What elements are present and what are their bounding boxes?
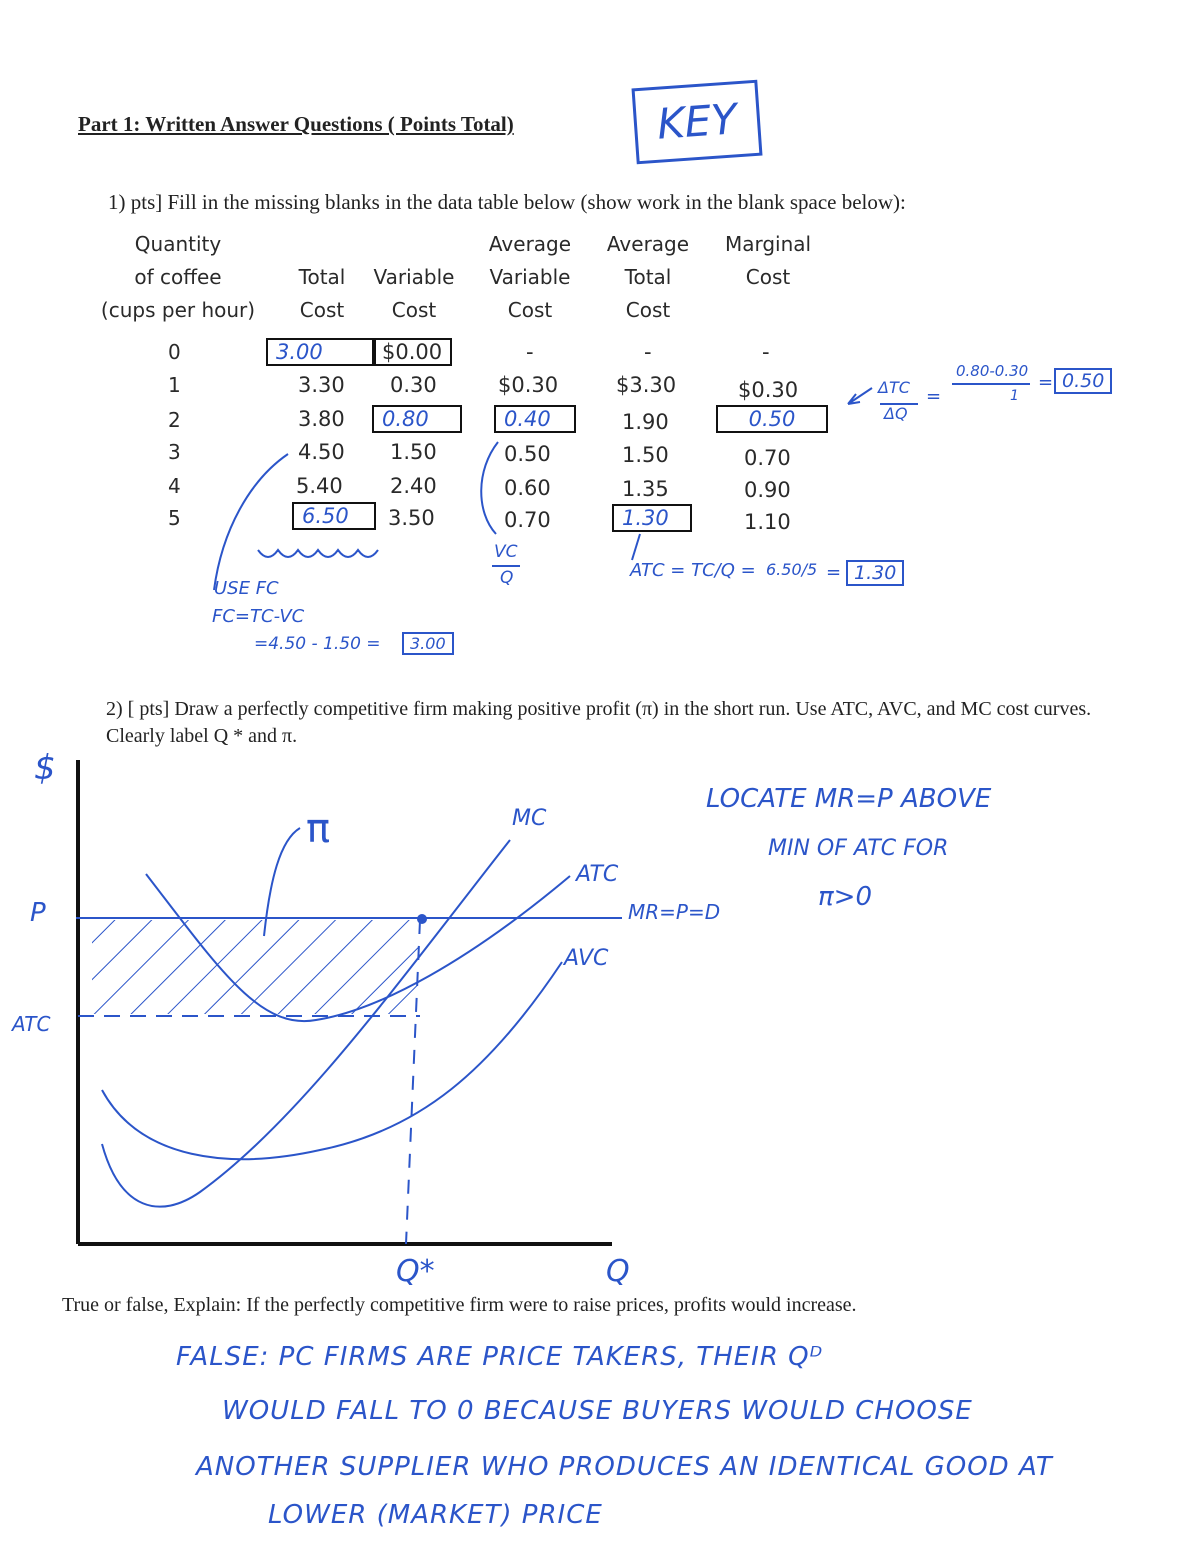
note-atc-calc: 6.50/5: [766, 560, 818, 579]
cell-vc-3: 1.50: [390, 440, 437, 464]
note-fc-calc: =4.50 - 1.50 =: [254, 634, 381, 654]
answer-line-4: LOWER (MARKET) PRICE: [268, 1500, 603, 1530]
atc-arrow: [632, 534, 640, 560]
pi-label: π: [306, 806, 331, 852]
cell-atc-4: 1.35: [622, 477, 669, 501]
header-marginal-cost: Marginal Cost: [724, 232, 812, 289]
cell-atc-1: $3.30: [616, 373, 677, 397]
cell-q-1: 1: [168, 373, 181, 397]
note-min-atc: MIN OF ATC FOR: [768, 836, 949, 861]
note-equals: =: [926, 386, 942, 407]
header-total-cost: Total Cost: [298, 265, 346, 322]
y-axis-label: $: [34, 748, 56, 788]
cell-mc-2-filled: 0.50: [716, 405, 828, 433]
cell-vc-2-filled: 0.80: [372, 405, 462, 433]
cell-mc-5: 1.10: [744, 510, 791, 534]
atc-curve-label: ATC: [576, 862, 619, 887]
fc-arrow-line: [214, 454, 288, 590]
cell-vc-5: 3.50: [388, 506, 435, 530]
cell-tc-0-filled: 3.00: [266, 338, 376, 366]
cell-avc-5: 0.70: [504, 508, 551, 532]
note-fc-result: 3.00: [402, 632, 454, 655]
header-average-total-cost: Average Total Cost: [606, 232, 690, 322]
question-1-prompt: 1) pts] Fill in the missing blanks in the data table below (show work in the blank space below):: [108, 190, 906, 214]
cell-atc-2: 1.90: [622, 410, 669, 434]
header-variable-cost: Variable Cost: [373, 265, 455, 322]
cell-vc-0: $0.00: [372, 338, 452, 366]
cell-mc-3: 0.70: [744, 446, 791, 470]
note-atc-formula: ATC = TC/Q =: [630, 560, 756, 581]
cell-avc-3: 0.50: [504, 442, 551, 466]
cost-curve-graph: [0, 740, 1200, 1300]
equilibrium-point: [417, 914, 427, 924]
mc-label: MC: [512, 806, 547, 831]
note-pi-positive: π>0: [818, 882, 872, 912]
cell-vc-4: 2.40: [390, 474, 437, 498]
note-dtc: ΔTC: [878, 378, 910, 397]
cell-tc-3: 4.50: [298, 440, 345, 464]
note-q: Q: [500, 568, 514, 588]
cell-avc-4: 0.60: [504, 476, 551, 500]
note-mc-calc: 0.80-0.30: [956, 362, 1029, 380]
key-stamp: KEY: [632, 80, 763, 165]
cell-mc-4: 0.90: [744, 478, 791, 502]
avc-curve-label: AVC: [564, 946, 609, 971]
cell-avc-1: $0.30: [498, 373, 559, 397]
mc-arrow: [848, 388, 872, 404]
cell-tc-2: 3.80: [298, 407, 345, 431]
note-mc-result: 0.50: [1054, 368, 1112, 394]
cell-atc-0: -: [644, 340, 652, 364]
note-atc-result: 1.30: [846, 560, 904, 586]
cell-q-4: 4: [168, 474, 181, 498]
mr-label: MR=P=D: [628, 900, 721, 924]
atc-axis-label: ATC: [12, 1012, 51, 1036]
cell-atc-5-filled: 1.30: [612, 504, 692, 532]
cell-q-5: 5: [168, 506, 181, 530]
answer-line-3: ANOTHER SUPPLIER WHO PRODUCES AN IDENTICAL GOOD AT: [196, 1452, 1053, 1482]
cell-mc-1: $0.30: [738, 378, 799, 402]
note-equals-3: =: [826, 562, 842, 583]
profit-area: [92, 920, 418, 1014]
question-2-prompt: 2) [ pts] Draw a perfectly competitive firm making positive profit (π) in the short run. Use ATC, AVC, and MC cost curves. Clearly label Q * and π.: [106, 698, 1092, 747]
cell-atc-3: 1.50: [622, 443, 669, 467]
section-title: Part 1: Written Answer Questions ( Points Total): [78, 112, 514, 136]
cell-tc-5-filled: 6.50: [292, 502, 376, 530]
cell-avc-0: -: [526, 340, 534, 364]
q1-handwritten-marks: [0, 0, 1200, 700]
cell-q-3: 3: [168, 440, 181, 464]
cell-q-0: 0: [168, 340, 181, 364]
note-vc: VC: [494, 542, 518, 562]
header-average-variable-cost: Average Variable Cost: [488, 232, 572, 322]
note-use-fc: USE FC: [214, 578, 279, 599]
note-equals-2: =: [1038, 372, 1054, 393]
cell-avc-2-filled: 0.40: [494, 405, 576, 433]
avc-bracket: [481, 442, 498, 534]
squiggle-mark: [258, 550, 378, 557]
p-label: P: [30, 898, 46, 928]
header-quantity: Quantity of coffee (cups per hour): [100, 232, 256, 322]
answer-line-1: FALSE: PC FIRMS ARE PRICE TAKERS, THEIR Qᴰ: [176, 1342, 824, 1372]
qstar-label: Q*: [396, 1254, 435, 1289]
note-dq: ΔQ: [884, 404, 908, 423]
cell-q-2: 2: [168, 408, 181, 432]
answer-line-2: WOULD FALL TO 0 BECAUSE BUYERS WOULD CHOOSE: [222, 1396, 973, 1426]
cell-tc-1: 3.30: [298, 373, 345, 397]
note-fc-formula: FC=TC-VC: [212, 606, 305, 627]
pi-pointer: [264, 828, 300, 936]
cell-vc-1: 0.30: [390, 373, 437, 397]
cell-tc-4: 5.40: [296, 474, 343, 498]
cell-mc-0: -: [762, 340, 770, 364]
note-locate: LOCATE MR=P ABOVE: [706, 784, 992, 814]
x-axis-label: Q: [606, 1254, 630, 1289]
note-mc-denominator: 1: [1010, 388, 1019, 404]
question-3-prompt: True or false, Explain: If the perfectly competitive firm were to raise prices, profits would increase.: [62, 1294, 857, 1316]
